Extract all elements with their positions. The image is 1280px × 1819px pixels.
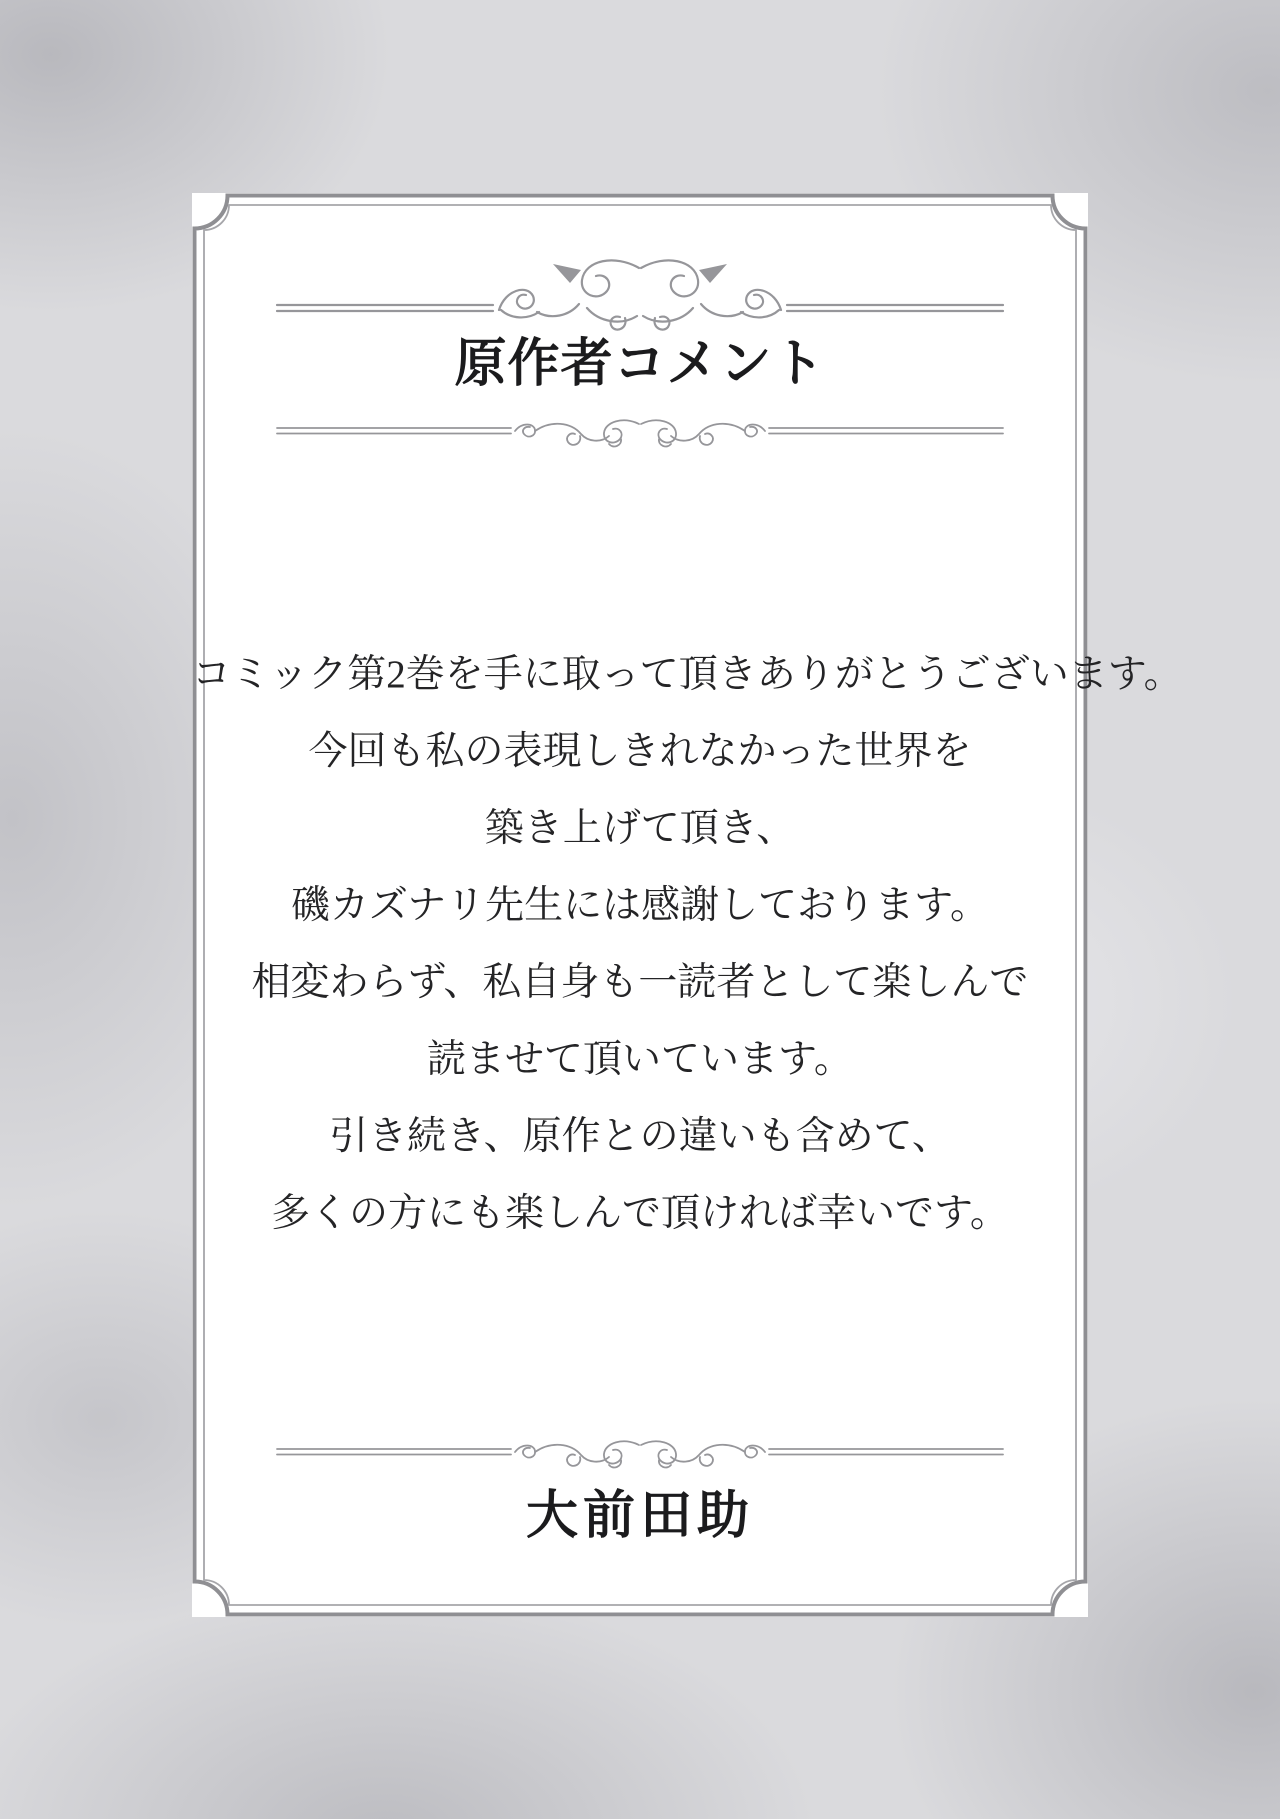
comment-line: 築き上げて頂き、 bbox=[484, 807, 796, 850]
comment-page-content bbox=[192, 193, 1183, 1617]
author-name: 大前田助 bbox=[525, 1488, 754, 1545]
comment-line: 読ませて頂いています。 bbox=[427, 1038, 853, 1081]
comment-text bbox=[192, 636, 1183, 1252]
flourish-divider-bottom-icon bbox=[192, 1435, 1088, 1471]
comment-line: 相変わらず、私自身も一読者として楽しんで bbox=[251, 961, 1029, 1004]
page-title: 原作者コメント bbox=[454, 336, 826, 393]
comment-line: 磯カズナリ先生には感謝しております。 bbox=[290, 884, 990, 927]
comment-line: 今回も私の表現しきれなかった世界を bbox=[308, 730, 972, 773]
comment-line: コミック第2巻を手に取って頂きありがとうございます。 bbox=[192, 653, 1183, 696]
comment-card bbox=[192, 193, 1183, 1617]
flourish-divider-top-icon bbox=[192, 254, 1088, 338]
flourish-divider-under-title-icon bbox=[192, 414, 1088, 450]
comment-line: 引き続き、原作との違いも含めて、 bbox=[329, 1115, 951, 1158]
comment-line: 多くの方にも楽しんで頂ければ幸いです。 bbox=[271, 1192, 1009, 1235]
